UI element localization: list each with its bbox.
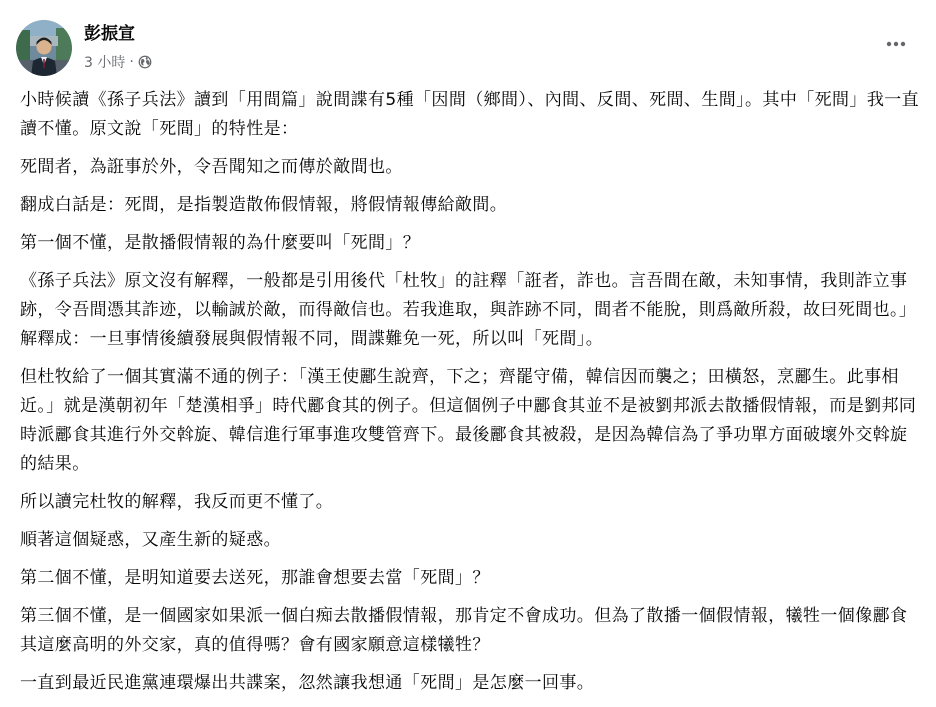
post-meta	[84, 52, 152, 72]
post-paragraph: 但杜牧給了一個其實滿不通的例子：「漢王使酈生說齊，下之；齊罷守備，韓信因而襲之；田橫怒，烹酈生。此事相近。」就是漢朝初年「楚漢相爭」時代酈食其的例子。但這個例子中酈食其並不是被劉邦派去散播假情報，而是劉邦同時派酈食其進行外交斡旋、韓信進行軍事進攻雙管齊下。最後酈食其被殺，是因為韓信為了爭功單方面破壞外交斡旋的結果。	[20, 367, 917, 474]
globe-icon[interactable]	[138, 55, 152, 69]
post-paragraph: 第三個不懂，是一個國家如果派一個白痴去散播假情報，那肯定不會成功。但為了散播一個假情報，犧牲一個像酈食其這麼高明的外交家，真的值得嗎？會有國家願意這樣犧牲？	[20, 606, 908, 655]
author-avatar[interactable]	[16, 20, 72, 76]
post-paragraph: 一直到最近民進黨連環爆出共諜案，忽然讓我想通「死間」是怎麼一回事。	[20, 673, 595, 693]
post-paragraph: 死間者，為誑事於外，令吾聞知之而傳於敵間也。	[20, 157, 403, 177]
post-paragraph: 小時候讀《孫子兵法》讀到「用間篇」說間諜有5種「因間（鄉間）、內間、反間、死間、生間」。其中「死間」我一直讀不懂。原文說「死間」的特性是：	[20, 90, 920, 139]
meta-separator: ·	[129, 54, 134, 70]
post-paragraph: 第二個不懂，是明知道要去送死，那誰會想要去當「死間」？	[20, 568, 490, 588]
more-horizontal-icon	[886, 41, 906, 47]
post-body	[20, 86, 920, 707]
post-paragraph: 翻成白話是：死間，是指製造散佈假情報，將假情報傳給敵間。	[20, 195, 508, 215]
post-paragraph: 《孫子兵法》原文沒有解釋，一般都是引用後代「杜牧」的註釋「誑者，詐也。言吾間在敵，未知事情，我則詐立事跡，令吾間憑其詐迹，以輸誠於敵，而得敵信也。若我進取，與詐跡不同，間者不能脫，則爲敵所殺，故曰死間也。」解釋成：一旦事情後續發展與假情報不同，間諜難免一死，所以叫「死間」。	[20, 271, 917, 349]
globe-icon-graphic	[138, 55, 152, 69]
post-paragraph: 順著這個疑惑，又產生新的疑惑。	[20, 530, 281, 550]
author-name[interactable]: 彭振宣	[84, 24, 135, 44]
post-paragraph: 第一個不懂，是散播假情報的為什麼要叫「死間」？	[20, 233, 421, 253]
post-header	[0, 0, 936, 84]
more-options-icon[interactable]	[884, 32, 908, 56]
avatar-image	[16, 20, 72, 76]
post-paragraph: 所以讀完杜牧的解釋，我反而更不懂了。	[20, 492, 334, 512]
post-timestamp[interactable]: 3 小時	[84, 55, 126, 71]
